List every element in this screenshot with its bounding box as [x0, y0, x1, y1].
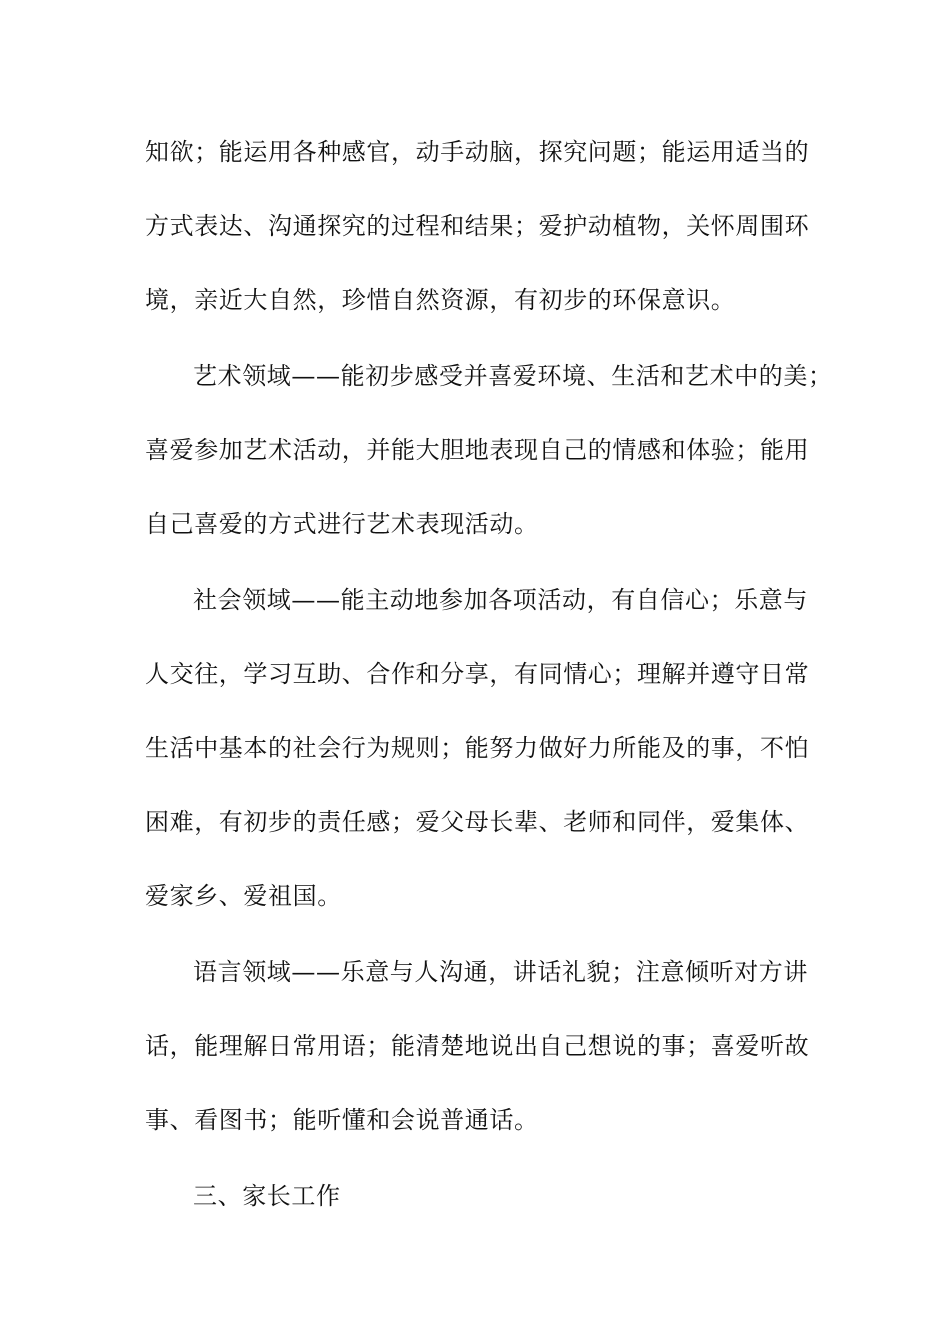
text-line: 爱家乡、爱祖国。: [145, 882, 342, 910]
text-line: 自己喜爱的方式进行艺术表现活动。: [145, 510, 539, 538]
paragraph-first-line-language: 语言领域——乐意与人沟通，讲话礼貌；注意倾听对方讲: [193, 958, 808, 986]
text-line: 喜爱参加艺术活动，并能大胆地表现自己的情感和体验；能用: [145, 436, 810, 464]
paragraph-first-line-art: 艺术领域——能初步感受并喜爱环境、生活和艺术中的美；: [193, 362, 833, 390]
text-line: 知欲；能运用各种感官，动手动脑，探究问题；能运用适当的: [145, 138, 810, 166]
section-heading: 三、家长工作: [193, 1182, 341, 1210]
text-line: 境，亲近大自然，珍惜自然资源，有初步的环保意识。: [145, 286, 736, 314]
text-line: 话，能理解日常用语；能清楚地说出自己想说的事；喜爱听故: [145, 1032, 810, 1060]
text-line: 困难，有初步的责任感；爱父母长辈、老师和同伴，爱集体、: [145, 808, 810, 836]
text-line: 人交往，学习互助、合作和分享，有同情心；理解并遵守日常: [145, 660, 810, 688]
text-line: 事、看图书；能听懂和会说普通话。: [145, 1106, 539, 1134]
text-line: 生活中基本的社会行为规则；能努力做好力所能及的事，不怕: [145, 734, 810, 762]
paragraph-first-line-social: 社会领域——能主动地参加各项活动，有自信心；乐意与: [193, 586, 808, 614]
text-line: 方式表达、沟通探究的过程和结果；爱护动植物，关怀周围环: [145, 212, 810, 240]
